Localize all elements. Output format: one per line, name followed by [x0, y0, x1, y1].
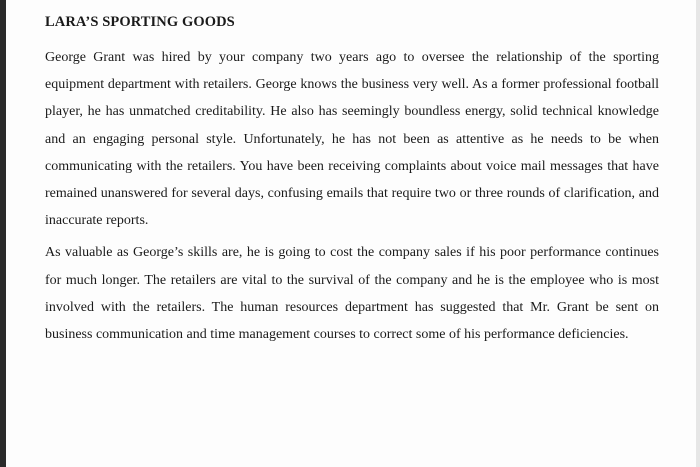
- document-page: [6, 0, 696, 467]
- photo-right-edge: [696, 0, 700, 467]
- paragraph-2: As valuable as George’s skills are, he is going to cost the company sales if his poor performance continues for much longer. The retailers are vital to the survival of the company and he is the employee who is most involved with the retailers. The human resources department has suggested that Mr. Grant be sent on business communication and time management courses to correct some of his performance deficiencies.: [45, 245, 659, 343]
- document-title: LARA’S SPORTING GOODS: [45, 14, 235, 30]
- paragraph-1: George Grant was hired by your company two years ago to oversee the relationship of the sporting equipment department with retailers. George knows the business very well. As a former professional football player, he has unmatched creditability. He also has seemingly boundless energy, solid technical knowledge and an engaging personal style. Unfortunately, he has not been as attentive as he needs to be when communicating with the retailers. You have been receiving complaints about voice mail messages that have remained unanswered for several days, confusing emails that require two or three rounds of clarification, and inaccurate reports.: [45, 50, 659, 229]
- document-content: [45, 14, 659, 348]
